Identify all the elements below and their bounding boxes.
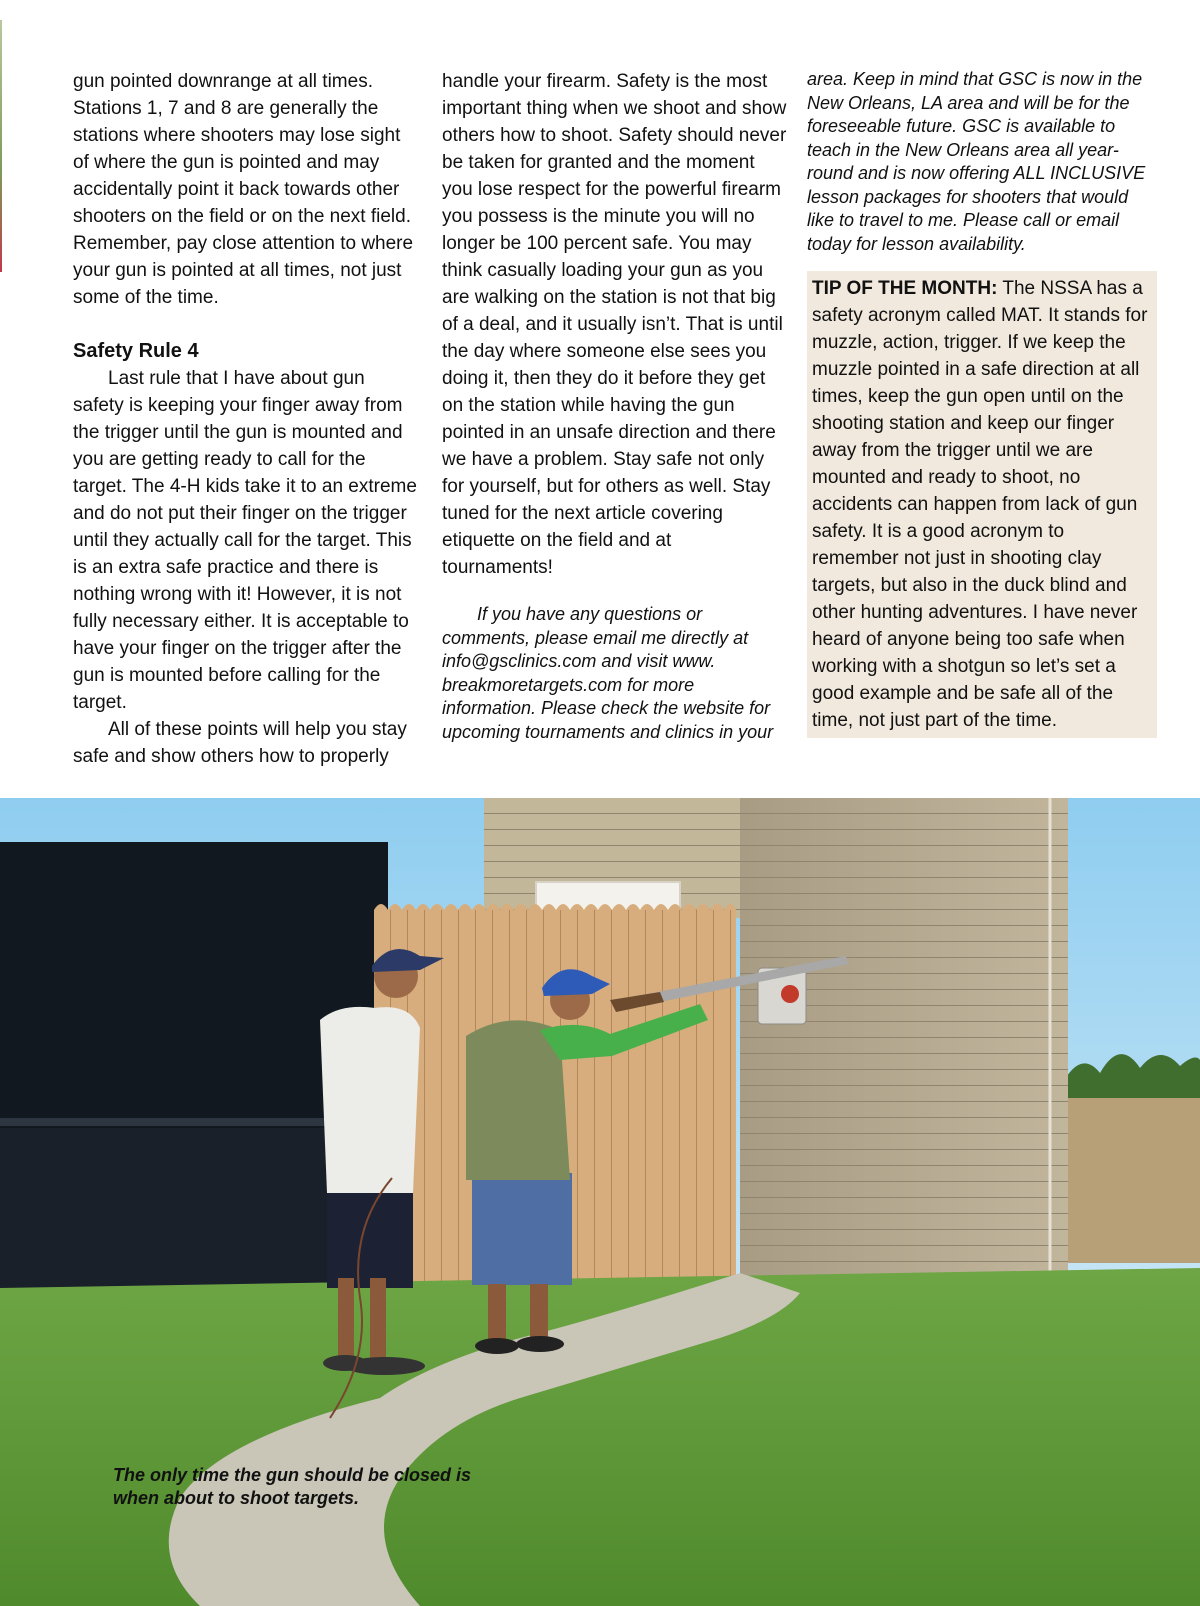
paragraph: handle your firearm. Safety is the most important thing when we shoot and show others how to shoot. Safety should never be taken for granted and the moment you lose respect for the powerful firearm you possess is the minute you will no longer be 100 percent safe. You may think casually loading your gun as you are walking on the station is not that big of a deal, and it usually isn’t. That is until the day where someone else sees you doing it, then they do it before they get on the station while having the gun pointed in an unsafe direction and there we have a problem. Stay safe not only for yourself, but for others as well. Stay tuned for the next article covering etiquette on the field and at tournaments! bbox=[442, 71, 787, 578]
tip-text: The NSSA has a safety acronym called MAT. It stands for muzzle, action, trigger. If we keep the muzzle pointed in a safe direction at all times, keep the gun open until on the shooting station and keep our finger away from the trigger until we are mounted and ready to shoot, no accidents can happen from lack of gun safety. It is a good acronym to remember not just in shooting clay targets, but also in the duck blind and other hunting adventures. I have never heard of anyone being too safe when working with a shotgun so let’s set a good example and be safe all of the time, not just part of the time. bbox=[812, 278, 1148, 731]
article-column-2 bbox=[442, 68, 787, 744]
page-edge-mark bbox=[0, 20, 2, 272]
paragraph: gun pointed downrange at all times. Stations 1, 7 and 8 are generally the stations where shooters may lose sight of where the gun is pointed and may accidentally point it back towards other shooters on the field or on the next field. Remember, pay close attention to where your gun is pointed at all times, not just some of the time. bbox=[73, 71, 414, 308]
article-photo bbox=[0, 798, 1200, 1606]
author-contact-note: If you have any questions or comments, please email me directly at info@gsclinics.com and visit www. breakmoretargets.com for more information. Please check the website for upcoming tournaments and clinics in your bbox=[442, 604, 774, 742]
section-heading: Safety Rule 4 bbox=[73, 340, 199, 362]
paragraph: Last rule that I have about gun safety is keeping your finger away from the trigger until the gun is mounted and you are getting ready to call for the target. The 4-H kids take it to an extreme and do not put their finger on the trigger until they actually call for the target. This is an extra safe practice and there is nothing wrong with it! However, it is not fully necessary either. It is acceptable to have your finger on the trigger after the gun is mounted before calling for the target. bbox=[73, 368, 417, 713]
distant-field bbox=[1060, 1083, 1200, 1263]
author-contact-note-continued: area. Keep in mind that GSC is now in the New Orleans, LA area and will be for the foreseeable future. GSC is available to teach in the New Orleans area all year-round and is now offering ALL INCLUSIVE lesson packages for shooters that would like to travel to me. Please call or email today for lesson availability. bbox=[807, 69, 1146, 254]
tip-of-the-month-box bbox=[807, 271, 1157, 738]
tip-label: TIP OF THE MONTH: bbox=[812, 278, 998, 299]
article-column-3 bbox=[807, 68, 1157, 738]
photo-caption: The only time the gun should be closed is when about to shoot targets. bbox=[113, 1465, 472, 1508]
article-column-1 bbox=[73, 68, 418, 770]
paragraph: All of these points will help you stay safe and show others how to properly bbox=[73, 719, 407, 767]
